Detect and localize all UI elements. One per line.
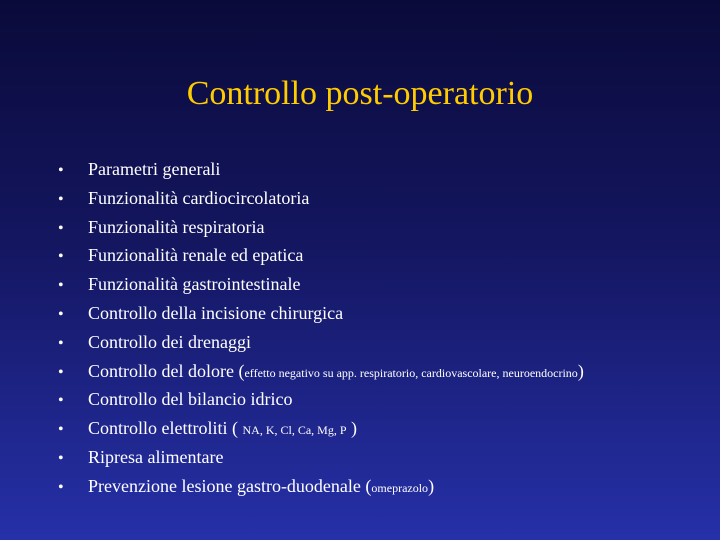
list-item-close: ) bbox=[428, 475, 435, 496]
list-item-detail: NA, K, Cl, Ca, Mg, P bbox=[242, 423, 347, 438]
bullet-icon: • bbox=[58, 219, 64, 237]
list-item bbox=[58, 188, 584, 217]
list-item-text: Funzionalità renale ed epatica bbox=[88, 245, 304, 266]
list-item-text: Funzionalità cardiocircolatoria bbox=[88, 187, 310, 208]
list-item bbox=[58, 217, 584, 246]
bullet-icon: • bbox=[58, 248, 64, 266]
list-item-main: Prevenzione lesione gastro-duodenale ( bbox=[88, 475, 372, 496]
list-item-text: Ripresa alimentare bbox=[88, 446, 224, 467]
list-item-text: Funzionalità respiratoria bbox=[88, 216, 265, 237]
bullet-list bbox=[58, 159, 584, 505]
slide-title: Controllo post-operatorio bbox=[186, 75, 534, 112]
list-item-detail: omeprazolo bbox=[371, 480, 429, 495]
list-item bbox=[58, 303, 584, 332]
list-item-text: Parametri generali bbox=[88, 159, 221, 179]
bullet-icon: • bbox=[58, 190, 64, 208]
bullet-icon: • bbox=[58, 334, 64, 352]
bullet-icon: • bbox=[58, 421, 64, 439]
bullet-icon: • bbox=[58, 392, 64, 410]
list-item-text: Controllo del bilancio idrico bbox=[88, 389, 293, 410]
bullet-icon: • bbox=[58, 277, 64, 295]
list-item bbox=[58, 159, 584, 188]
bullet-icon: • bbox=[58, 162, 64, 179]
bullet-icon: • bbox=[58, 363, 64, 381]
bullet-icon: • bbox=[58, 449, 64, 467]
list-item-main: Controllo elettroliti ( bbox=[88, 418, 243, 439]
list-item-detail: effetto negativo su app. respiratorio, cardiovascolare, neuroendocrino bbox=[244, 365, 578, 380]
list-item-close: ) bbox=[346, 418, 357, 439]
list-item-close: ) bbox=[577, 360, 584, 381]
list-item-text: Controllo dei drenaggi bbox=[88, 331, 251, 352]
list-item-text bbox=[88, 476, 434, 497]
list-item-text bbox=[88, 418, 357, 439]
list-item bbox=[58, 447, 584, 476]
list-item bbox=[58, 389, 584, 418]
list-item-text: Controllo della incisione chirurgica bbox=[88, 302, 344, 323]
list-item bbox=[58, 418, 584, 447]
list-item bbox=[58, 332, 584, 361]
list-item bbox=[58, 245, 584, 274]
list-item bbox=[58, 361, 584, 390]
list-item bbox=[58, 476, 584, 505]
list-item bbox=[58, 274, 584, 303]
bullet-icon: • bbox=[58, 305, 64, 323]
list-item-text: Funzionalità gastrointestinale bbox=[88, 274, 301, 295]
bullet-icon: • bbox=[58, 478, 64, 496]
list-item-main: Controllo del dolore ( bbox=[88, 360, 245, 381]
list-item-text bbox=[88, 361, 584, 382]
